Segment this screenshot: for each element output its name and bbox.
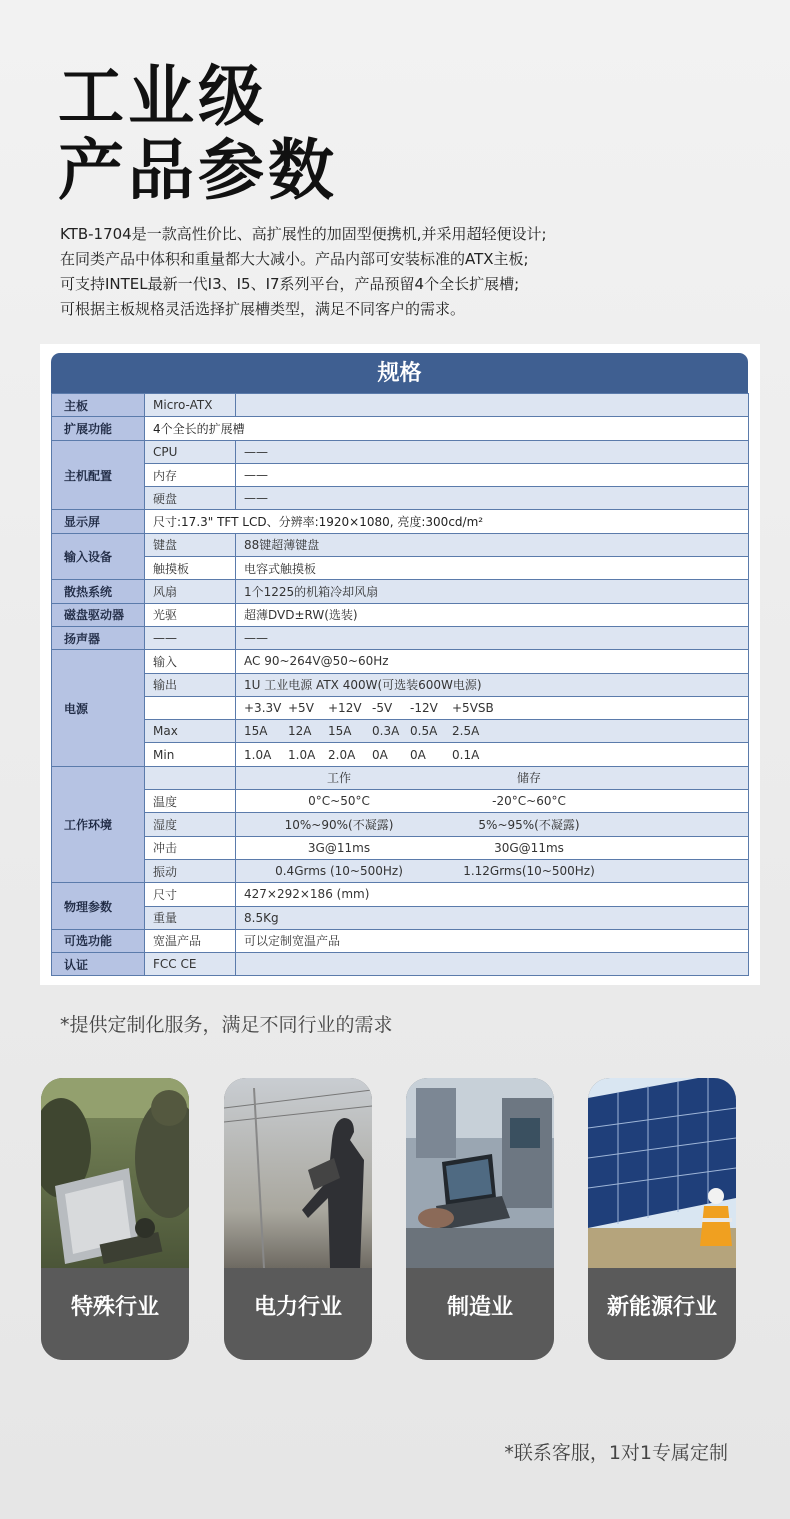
solar-panels-photo: [588, 1078, 736, 1268]
table-row: [52, 440, 749, 463]
row-label: 输入: [145, 650, 236, 673]
max-value: 15A: [244, 724, 268, 739]
row-value: 电容式触摸板: [236, 557, 749, 580]
row-label: 输出: [145, 673, 236, 696]
row-value: 427×292×186 (mm): [236, 883, 749, 906]
env-store-header: 储存: [516, 771, 541, 786]
row-category: 输入设备: [52, 533, 145, 580]
row-label: 温度: [145, 790, 236, 813]
max-value: 0.5A: [410, 724, 438, 739]
factory-laptop-photo: [406, 1078, 554, 1268]
table-row: [52, 906, 749, 929]
row-label: 尺寸: [145, 883, 236, 906]
rail-value: +12V: [328, 701, 362, 715]
min-value: 0.1A: [452, 747, 480, 762]
row-label-empty: [145, 696, 236, 719]
table-row: [52, 673, 749, 696]
env-store-value: -20°C~60°C: [492, 794, 566, 809]
row-value: 可以定制宽温产品: [236, 929, 749, 952]
row-value: 尺寸:17.3" TFT LCD、分辨率:1920×1080, 亮度:300cd/m²: [145, 510, 749, 533]
row-value: 1个1225的机箱冷却风扇: [236, 580, 749, 603]
table-row: [52, 557, 749, 580]
row-value: Micro-ATX: [145, 394, 236, 417]
row-label: 风扇: [145, 580, 236, 603]
title-line-2: 产品参数: [58, 132, 338, 209]
power-engineer-photo: [224, 1078, 372, 1268]
table-row: [52, 417, 749, 440]
env-work-value: 0.4Grms (10~500Hz): [275, 864, 403, 879]
title-line-1: 工业级: [58, 58, 268, 135]
industry-card-special: [41, 1078, 189, 1360]
env-values: [236, 813, 749, 836]
min-value: 0A: [372, 747, 388, 762]
row-value: 8.5Kg: [236, 906, 749, 929]
row-label: 宽温产品: [145, 929, 236, 952]
industry-label: 新能源行业: [588, 1268, 736, 1360]
min-value: 2.0A: [328, 747, 356, 762]
max-value: 12A: [288, 724, 312, 739]
env-values: [236, 859, 749, 882]
min-current: [236, 743, 749, 766]
min-value: 0A: [410, 747, 426, 762]
row-label: 键盘: [145, 533, 236, 556]
row-value: 1U 工业电源 ATX 400W(可选装600W电源): [236, 673, 749, 696]
row-category: 可选功能: [52, 929, 145, 952]
row-label: 触摸板: [145, 557, 236, 580]
table-row: [52, 463, 749, 486]
row-category: 主板: [52, 394, 145, 417]
rail-value: -5V: [372, 701, 393, 715]
row-category: 扩展功能: [52, 417, 145, 440]
env-work-value: 3G@11ms: [307, 840, 371, 855]
row-value-empty: [236, 953, 749, 976]
row-label: Max: [145, 720, 236, 743]
row-value: ——: [236, 463, 749, 486]
env-header: [236, 766, 749, 789]
product-intro: [60, 222, 547, 322]
row-category: 散热系统: [52, 580, 145, 603]
intro-line: KTB-1704是一款高性价比、高扩展性的加固型便携机,并采用超轻便设计;: [60, 225, 547, 243]
row-label-empty: [145, 766, 236, 789]
row-value: ——: [236, 626, 749, 649]
max-value: 0.3A: [372, 724, 400, 739]
row-category: 认证: [52, 953, 145, 976]
row-category: 工作环境: [52, 766, 145, 882]
row-value: FCC CE: [145, 953, 236, 976]
row-value-empty: [236, 394, 749, 417]
table-row: [52, 696, 749, 719]
industry-card-power: [224, 1078, 372, 1360]
custom-service-note: *提供定制化服务，满足不同行业的需求: [60, 1014, 393, 1036]
industry-label: 电力行业: [224, 1268, 372, 1360]
env-store-value: 30G@11ms: [494, 840, 564, 855]
table-row: [52, 394, 749, 417]
rail-value: +3.3V: [244, 701, 282, 715]
row-label: CPU: [145, 440, 236, 463]
row-category: 磁盘驱动器: [52, 603, 145, 626]
env-values: [236, 790, 749, 813]
spec-table-panel: [40, 344, 760, 985]
table-row: [52, 836, 749, 859]
spec-header: 规格: [51, 353, 748, 393]
table-row: [52, 626, 749, 649]
row-category: 显示屏: [52, 510, 145, 533]
row-label: 振动: [145, 859, 236, 882]
table-row: [52, 929, 749, 952]
table-row: [52, 743, 749, 766]
row-category: 电源: [52, 650, 145, 766]
spec-table: [51, 393, 749, 976]
table-row: [52, 487, 749, 510]
row-value: ——: [236, 487, 749, 510]
industry-card-new-energy: [588, 1078, 736, 1360]
max-value: 2.5A: [452, 724, 480, 739]
env-store-value: 5%~95%(不凝露): [478, 817, 580, 832]
env-work-header: 工作: [326, 771, 351, 786]
row-label: 湿度: [145, 813, 236, 836]
intro-line: 可根据主板规格灵活选择扩展槽类型，满足不同客户的需求。: [60, 300, 466, 318]
table-row: [52, 813, 749, 836]
row-label: 冲击: [145, 836, 236, 859]
table-row: [52, 859, 749, 882]
table-row: [52, 510, 749, 533]
row-value: 超薄DVD±RW(选装): [236, 603, 749, 626]
row-label: 内存: [145, 463, 236, 486]
table-row: [52, 790, 749, 813]
max-value: 15A: [328, 724, 352, 739]
power-rails: [236, 696, 749, 719]
row-value: 4个全长的扩展槽: [145, 417, 749, 440]
row-value: AC 90~264V@50~60Hz: [236, 650, 749, 673]
row-label: 硬盘: [145, 487, 236, 510]
table-row: [52, 580, 749, 603]
industry-label: 特殊行业: [41, 1268, 189, 1360]
industry-card-manufacturing: [406, 1078, 554, 1360]
intro-line: 可支持INTEL最新一代I3、I5、I7系列平台，产品预留4个全长扩展槽;: [60, 275, 520, 293]
row-value: ——: [236, 440, 749, 463]
rail-value: +5V: [288, 701, 314, 715]
row-label: Min: [145, 743, 236, 766]
table-row: [52, 766, 749, 789]
page-title: [58, 60, 338, 208]
row-category: 物理参数: [52, 883, 145, 930]
table-row: [52, 603, 749, 626]
contact-note: *联系客服，1对1专属定制: [504, 1442, 728, 1464]
row-category: 主机配置: [52, 440, 145, 510]
row-label: 光驱: [145, 603, 236, 626]
table-row: [52, 953, 749, 976]
table-row: [52, 650, 749, 673]
min-value: 1.0A: [244, 747, 272, 762]
rail-value: +5VSB: [452, 701, 494, 715]
row-label: 重量: [145, 906, 236, 929]
env-store-value: 1.12Grms(10~500Hz): [463, 864, 595, 879]
row-value: 88键超薄键盘: [236, 533, 749, 556]
table-row: [52, 533, 749, 556]
max-current: [236, 720, 749, 743]
industry-label: 制造业: [406, 1268, 554, 1360]
intro-line: 在同类产品中体积和重量都大大减小。产品内部可安装标准的ATX主板;: [60, 250, 529, 268]
row-label: ——: [145, 626, 236, 649]
env-values: [236, 836, 749, 859]
table-row: [52, 883, 749, 906]
env-work-value: 10%~90%(不凝露): [284, 817, 394, 832]
env-work-value: 0°C~50°C: [308, 794, 370, 809]
rail-value: -12V: [410, 701, 438, 715]
row-category: 扬声器: [52, 626, 145, 649]
min-value: 1.0A: [288, 747, 316, 762]
table-row: [52, 720, 749, 743]
soldiers-laptop-photo: [41, 1078, 189, 1268]
